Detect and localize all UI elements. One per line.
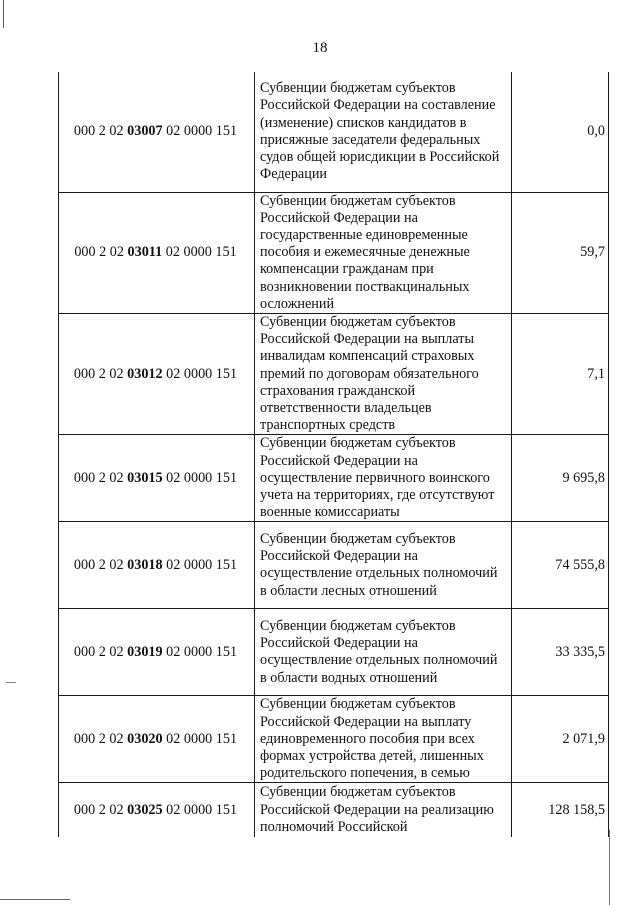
table-row (59, 192, 609, 313)
scan-edge-mark (0, 899, 70, 900)
item-description: Субвенции бюджетам субъектов Российской Федерации на осуществление отдельных полномочий в области водных отношений (255, 609, 512, 696)
budget-code: 000 2 02 03007 02 0000 151 (59, 72, 255, 192)
item-description: Субвенции бюджетам субъектов Российской Федерации на осуществление отдельных полномочий в области лесных отношений (255, 522, 512, 609)
item-amount: 128 158,5 (512, 783, 609, 837)
item-amount: 33 335,5 (512, 609, 609, 696)
table-row (59, 435, 609, 522)
budget-code: 000 2 02 03018 02 0000 151 (59, 522, 255, 609)
item-amount: 2 071,9 (512, 696, 609, 783)
item-description: Субвенции бюджетам субъектов Российской Федерации на составление (изменение) списков кандидатов в присяжные заседатели федеральных судов общей юрисдикции в Российской Федерации (255, 72, 512, 192)
item-amount: 59,7 (512, 192, 609, 313)
item-amount: 74 555,8 (512, 522, 609, 609)
table-row (59, 313, 609, 434)
item-description: Субвенции бюджетам субъектов Российской Федерации на выплаты инвалидам компенсаций страховых премий по договорам обязательного страхования гражданской ответственности владельцев транспортных средств (255, 313, 512, 434)
item-description: Субвенции бюджетам субъектов Российской Федерации на государственные единовременные пособия и ежемесячные денежные компенсации гражданам при возникновении поствакцинальных осложнений (255, 192, 512, 313)
item-amount: 0,0 (512, 72, 609, 192)
table-row (59, 522, 609, 609)
item-amount: 7,1 (512, 313, 609, 434)
item-description: Субвенции бюджетам субъектов Российской Федерации на реализацию полномочий Российской (255, 783, 512, 837)
page-number: 18 (312, 40, 328, 56)
item-description: Субвенции бюджетам субъектов Российской Федерации на осуществление первичного воинского учета на территориях, где отсутствуют военные комиссариаты (255, 435, 512, 522)
budget-code: 000 2 02 03025 02 0000 151 (59, 783, 255, 837)
table-row (59, 783, 609, 837)
budget-code: 000 2 02 03020 02 0000 151 (59, 696, 255, 783)
scan-edge-mark (3, 0, 4, 28)
budget-table (58, 72, 609, 837)
budget-code: 000 2 02 03019 02 0000 151 (59, 609, 255, 696)
item-description: Субвенции бюджетам субъектов Российской Федерации на выплату единовременного пособия при всех формах устройства детей, лишенных родительского попечения, в семью (255, 696, 512, 783)
table-row (59, 72, 609, 192)
table-row (59, 696, 609, 783)
budget-code: 000 2 02 03012 02 0000 151 (59, 313, 255, 434)
scan-edge-mark (609, 830, 610, 905)
table-row (59, 609, 609, 696)
scan-edge-mark (6, 682, 16, 683)
budget-code: 000 2 02 03015 02 0000 151 (59, 435, 255, 522)
item-amount: 9 695,8 (512, 435, 609, 522)
budget-code: 000 2 02 03011 02 0000 151 (59, 192, 255, 313)
